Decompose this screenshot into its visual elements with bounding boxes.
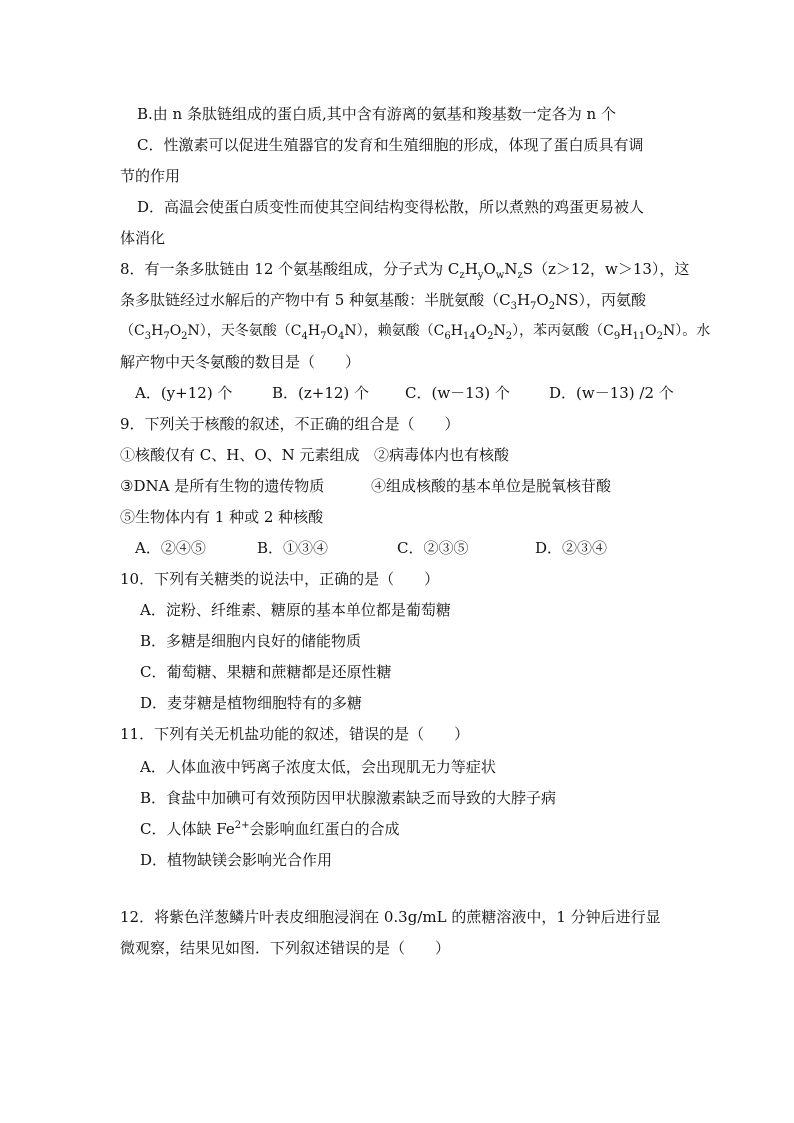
q9-option-a: A．②④⑤ xyxy=(135,539,206,557)
q9-statement-1: ①核酸仅有 C、H、O、N 元素组成 xyxy=(120,446,360,464)
q7-option-c-line2: 节的作用 xyxy=(120,167,181,185)
q10-option-d: D．麦芽糖是植物细胞特有的多糖 xyxy=(140,694,363,712)
q11-option-a: A．人体血液中钙离子浓度太低，会出现肌无力等症状 xyxy=(140,758,496,776)
q11-option-b: B．食盐中加碘可有效预防因甲状腺激素缺乏而导致的大脖子病 xyxy=(140,789,557,807)
q9-statement-5: ⑤生物体内有 1 种或 2 种核酸 xyxy=(120,508,324,526)
q9-stem: 9．下列关于核酸的叙述，不正确的组合是（ ） xyxy=(120,415,460,433)
q12-stem-line2: 微观察，结果见如图．下列叙述错误的是（ ） xyxy=(120,939,451,957)
q8-stem-line3: $(C_3H_7O_2N)$，天冬氨酸$(C_4H_7O_4N)$，赖氨酸$(C_6H_{14}O_2N_2)$，苯丙氨酸$(C_9H_{11}O_2N)$。水 xyxy=(120,323,711,342)
q7-option-d-line2: 体消化 xyxy=(120,229,166,247)
q11-option-d: D．植物缺镁会影响光合作用 xyxy=(140,851,333,869)
q10-stem: 10．下列有关糖类的说法中，正确的是（ ） xyxy=(120,570,440,588)
q7-option-b: B.由 n 条肽链组成的蛋白质,其中含有游离的氨基和羧基数一定各为 n 个 xyxy=(137,105,616,123)
q7-option-c-line1: C．性激素可以促进生殖器官的发育和生殖细胞的形成，体现了蛋白质具有调 xyxy=(137,136,644,154)
q9-option-c: C．②③⑤ xyxy=(397,539,469,557)
q12-stem-line1: 12．将紫色洋葱鳞片叶表皮细胞浸润在 0.3g/mL 的蔗糖溶液中，1 分钟后进行显 xyxy=(120,908,661,926)
q9-option-b: B．①③④ xyxy=(257,539,329,557)
q7-option-d-line1: D．高温会使蛋白质变性而使其空间结构变得松散，所以煮熟的鸡蛋更易被人 xyxy=(137,198,645,216)
q8-option-a: A．(y+12) 个 xyxy=(135,384,233,402)
q10-option-a: A．淀粉、纤维素、糖原的基本单位都是葡萄糖 xyxy=(140,601,451,619)
q8-stem-line4: 解产物中天冬氨酸的数目是（ ） xyxy=(120,353,361,371)
q9-statement-2: ②病毒体内也有核酸 xyxy=(374,446,510,464)
q8-option-b: B．(z+12) 个 xyxy=(272,384,370,402)
q9-statement-3: ③DNA 是所有生物的遗传物质 xyxy=(120,477,325,495)
q8-stem-line1: 8．有一条多肽链由 12 个氨基酸组成，分子式为 $C_zH_yO_wN_zS(z>12$，w＞13），这 xyxy=(120,260,690,281)
q9-statement-4: ④组成核酸的基本单位是脱氧核苷酸 xyxy=(371,477,612,495)
q8-option-d: D．(w－13) /2 个 xyxy=(549,384,674,402)
q11-option-c: C．人体缺 $Fe^{2+}$会影响血红蛋白的合成 xyxy=(140,820,400,838)
q9-option-d: D．②③④ xyxy=(535,539,608,557)
q8-stem-line2: 条多肽链经过水解后的产物中有 5 种氨基酸：半胱氨酸$(C_3H_7O_2NS)$，丙氨酸 xyxy=(120,291,646,312)
q10-option-c: C．葡萄糖、果糖和蔗糖都是还原性糖 xyxy=(140,663,392,681)
q11-stem: 11．下列有关无机盐功能的叙述，错误的是（ ） xyxy=(120,725,470,743)
q8-option-c: C．(w－13) 个 xyxy=(405,384,510,402)
q10-option-b: B．多糖是细胞内良好的储能物质 xyxy=(140,632,362,650)
